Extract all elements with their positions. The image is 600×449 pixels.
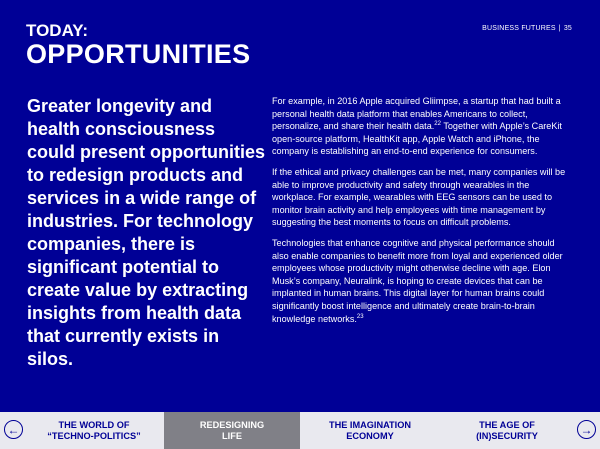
tab-label-line1: THE WORLD OF [58, 420, 130, 430]
body-paragraph-1-tail: Together with Apple’s CareKit open-source platform, HealthKit app, Apple Watch and iPhone, the company is establishing an end-to-end experience for consumers. [272, 121, 562, 157]
title-kicker: TODAY: [26, 21, 89, 40]
body-paragraph-1-text: For example, in 2016 Apple acquired Gliimpse, a startup that had built a personal health data platform that enables Americans to collect, personalize, and share their health data. [272, 96, 561, 132]
tab-label-line1: THE AGE OF [479, 420, 535, 430]
body-paragraph-3 [272, 237, 572, 325]
body-paragraph-1 [272, 95, 572, 158]
tab-world-of-techno-politics[interactable] [28, 412, 160, 449]
arrow-left-circle-icon[interactable]: ← [4, 420, 23, 439]
tab-label-line2: “TECHNO-POLITICS” [47, 430, 141, 441]
footnote-ref-23: 23 [356, 313, 364, 320]
section-header [482, 25, 572, 32]
tab-label-line1: THE IMAGINATION [328, 420, 411, 430]
lead-statement: Greater longevity and health consciousness could present opportunities to redesign products and services in a wide range of industries. For technology companies, there is significant potential to create value by extracting insights from health data that currently exists in silos. [27, 96, 266, 369]
section-name: BUSINESS FUTURES [482, 25, 556, 32]
title-main: OPPORTUNITIES [26, 39, 251, 69]
tab-redesigning-life[interactable] [164, 412, 300, 449]
chapter-nav-bar [0, 412, 600, 449]
body-text [272, 95, 572, 333]
tab-label-line2: ECONOMY [346, 430, 394, 441]
tab-label-line2: (IN)SECURITY [476, 430, 538, 441]
arrow-right-circle-icon[interactable]: → [577, 420, 596, 439]
header-separator: | [558, 25, 561, 32]
footnote-ref-22: 22 [434, 121, 441, 128]
page-title [26, 22, 250, 69]
tab-imagination-economy[interactable] [302, 412, 438, 449]
body-paragraph-2: If the ethical and privacy challenges can be met, many companies will be able to improve productivity and safety through wearables in the workplace. For example, wearables with EEG sensors can be used to monitor brain activity and help employees with time management by suggesting the best moments to focus on difficult problems. [272, 166, 566, 228]
tab-label-line1: REDESIGNING [199, 420, 265, 430]
tab-age-of-insecurity[interactable] [440, 412, 574, 449]
page-number: 35 [563, 25, 572, 32]
body-paragraph-3-text: Technologies that enhance cognitive and physical performance should also enable companies to benefit more from loyal and experienced older employees whose productivity might otherwise decline with age. Elon Musk’s company, Neuralink, is hoping to create devices that can be implanted in human brains. This digital layer for human brains could significantly boost intelligence and ultimately create brain-to-brain knowledge networks. [272, 237, 563, 324]
tab-label-line2: LIFE [222, 430, 242, 441]
